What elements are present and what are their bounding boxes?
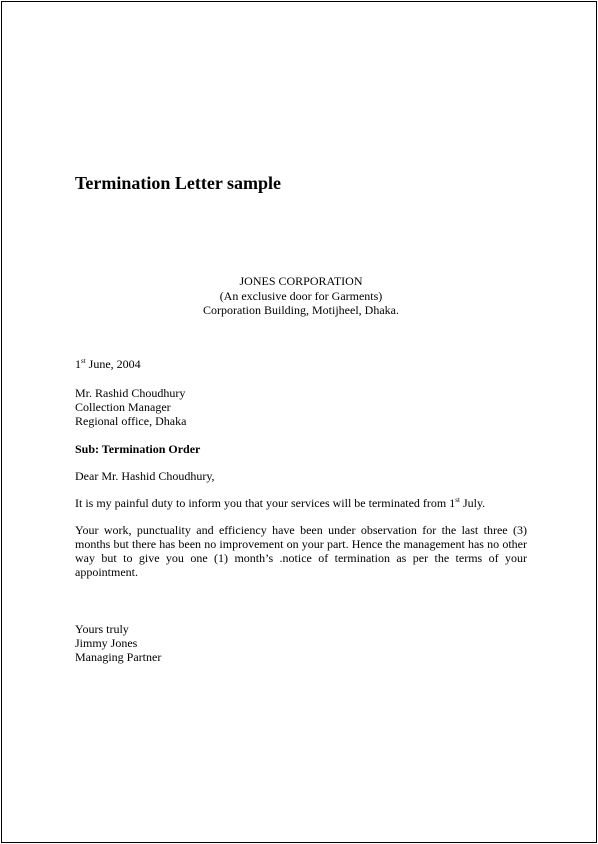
document-page: [1, 1, 597, 843]
recipient-office: Regional office, Dhaka: [75, 414, 187, 428]
paragraph-1-end: July.: [459, 496, 486, 510]
paragraph-1: [75, 496, 527, 510]
letter-date: [75, 357, 527, 371]
company-name: JONES CORPORATION: [239, 274, 363, 288]
recipient-position: Collection Manager: [75, 400, 171, 414]
signature-name: Jimmy Jones: [75, 636, 138, 650]
signature-block: [75, 622, 527, 664]
signature-closing: Yours truly: [75, 622, 129, 636]
recipient-address: [75, 386, 527, 428]
recipient-name: Mr. Rashid Choudhury: [75, 386, 186, 400]
date-rest: June, 2004: [85, 357, 141, 371]
company-address: Corporation Building, Motijheel, Dhaka.: [203, 303, 399, 317]
signature-title: Managing Partner: [75, 650, 162, 664]
date-day: 1: [75, 357, 81, 371]
paragraph-1-suffix: st: [455, 496, 460, 504]
letter-greeting: Dear Mr. Hashid Choudhury,: [75, 469, 215, 483]
letter-subject: Sub: Termination Order: [75, 442, 201, 456]
company-tagline: (An exclusive door for Garments): [219, 288, 383, 303]
company-header: [75, 274, 527, 318]
paragraph-1-text: It is my painful duty to inform you that your services will be terminated from 1: [75, 496, 456, 510]
date-suffix: st: [81, 357, 86, 365]
paragraph-2: Your work, punctuality and efficiency have been under observation for the last three (3) months but there has been no improvement on your part. Hence the management has no other way but to give you one (1) month’s .notice of termination as per the terms of your appointment.: [75, 523, 527, 579]
document-title: Termination Letter sample: [75, 173, 281, 193]
